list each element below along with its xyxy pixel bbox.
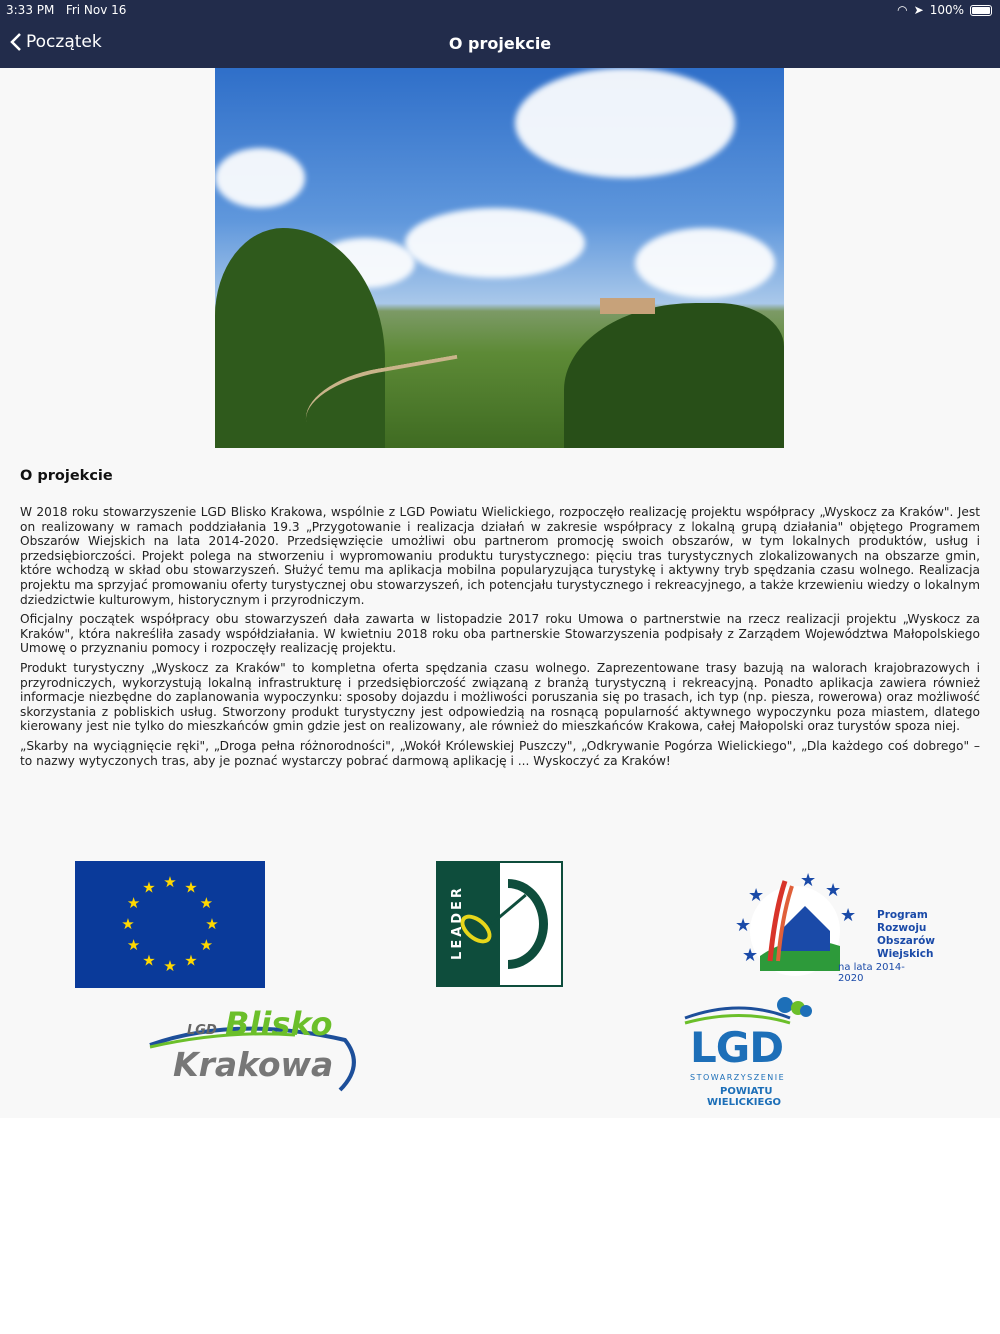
stowarzyszenie-text: STOWARZYSZENIE bbox=[690, 1073, 786, 1082]
time: 3:33 PM bbox=[6, 3, 55, 17]
page-title: O projekcie bbox=[448, 34, 552, 53]
krakowa-text: Krakowa bbox=[173, 1045, 334, 1084]
leader-logo bbox=[436, 861, 563, 987]
content bbox=[0, 68, 1000, 1118]
eu-star-icon: ★ bbox=[163, 873, 177, 891]
svg-text:★: ★ bbox=[840, 905, 857, 926]
lgd-powiatu-wielickiego-logo bbox=[680, 993, 815, 1113]
svg-text:★: ★ bbox=[742, 945, 759, 966]
prow-text: Obszarów bbox=[877, 935, 935, 947]
battery-icon bbox=[970, 5, 992, 16]
eu-star-icon: ★ bbox=[142, 878, 156, 897]
eu-star-icon: ★ bbox=[163, 957, 177, 975]
eu-star-icon: ★ bbox=[121, 915, 135, 933]
lgd-blisko-krakowa-logo bbox=[145, 1005, 360, 1095]
eu-star-icon: ★ bbox=[199, 894, 214, 912]
battery-percent: 100% bbox=[929, 3, 964, 17]
eu-flag-logo bbox=[75, 861, 265, 988]
paragraph: „Skarby na wyciągnięcie ręki", „Droga pełna różnorodności", „Wokół Królewskiej Puszczy", „Odkrywanie Pogórza Wielickiego", „Dla każdego coś dobrego" – to nazwy wytyczonych tras, aby je poznać wystarczy pobrać darmową aplikację i ... Wyskoczyć za Kraków! bbox=[20, 738, 980, 768]
eu-star-icon: ★ bbox=[126, 894, 141, 912]
prow-years: na lata 2014-2020 bbox=[838, 962, 905, 984]
leader-text: LEADER bbox=[449, 885, 465, 960]
eu-star-icon: ★ bbox=[184, 951, 198, 970]
eu-star-icon: ★ bbox=[142, 951, 156, 970]
prow-text: Program bbox=[877, 909, 928, 921]
back-label: Początek bbox=[26, 32, 102, 52]
prow-logo bbox=[730, 861, 935, 986]
landscape-photo bbox=[215, 68, 784, 448]
paragraph: Oficjalny początek współpracy obu stowarzyszeń dała zawarta w listopadzie 2017 roku Umowa o partnerstwie na rzecz realizacji projektu „Wyskocz za Kraków", która nakreśliła zasady współdziałania. W kwietniu 2018 roku oba partnerskie Stowarzyszenia podpisały z Zarządem Województwa Małopolskiego Umowę o przyznaniu pomocy i rozpoczęły realizację projektu. bbox=[20, 612, 980, 656]
prow-text: Wiejskich bbox=[877, 948, 934, 960]
eu-star-icon: ★ bbox=[126, 936, 141, 954]
svg-text:★: ★ bbox=[748, 885, 765, 906]
powiatu-text: POWIATU bbox=[720, 1086, 773, 1097]
status-icons bbox=[897, 3, 992, 17]
svg-text:★: ★ bbox=[800, 870, 817, 891]
paragraph: Produkt turystyczny „Wyskocz za Kraków" to kompletna oferta spędzania czasu wolnego. Zaprezentowane trasy bazują na walorach krajobrazowych i przyrodniczych, wykorzystują lokalną infrastrukturę i przedsiębiorczość związaną z branżą turystyczną i rekreacyjną. Ponadto aplikacja zawiera również informacje niezbędne do zaplanowania wypoczynku: sposoby dojazdu i możliwości poruszania się po trasach, ich typ (np. piesza, rowerowa) oraz możliwość skorzystania z pobliskich usług. Stworzony produkt turystyczny jest odpowiedzią na rosnącą popularność aktywnego wypoczynku poza miastem, dlatego kierowany jest nie tylko do mieszkańców gmin gdzie jest on realizowany, ale również do mieszkańców Krakowa, całej Małopolski oraz turystów spoza niej. bbox=[20, 660, 980, 734]
date: Fri Nov 16 bbox=[65, 3, 127, 17]
eu-star-icon: ★ bbox=[199, 936, 214, 954]
eu-star-icon: ★ bbox=[184, 878, 198, 897]
prow-text: Rozwoju bbox=[877, 922, 927, 934]
eu-star-icon: ★ bbox=[205, 915, 219, 933]
svg-text:★: ★ bbox=[735, 915, 752, 936]
paragraph: W 2018 roku stowarzyszenie LGD Blisko Krakowa, wspólnie z LGD Powiatu Wielickiego, rozpoczęło realizację projektu współpracy „Wyskocz za Kraków". Jest on realizowany w ramach poddziałania 19.3 „Przygotowanie i realizacja działań w zakresie współpracy z lokalną grupą działania" objętego Programem Obszarów Wiejskich na lata 2014-2020. Przedsięwzięcie umożliwi obu partnerom promocję swoich obszarów, w tym lokalnych produktów, usług i przedsiębiorczości. Projekt polega na stworzeniu i wypromowaniu produktu turystycznego: pięciu tras turystycznych zlokalizowanych na obszarze gmin, które wchodzą w skład obu stowarzyszeń. Służyć temu ma aplikacja mobilna popularyzująca turystykę i aktywny tryb spędzania czasu wolnego. Realizacja projektu ma sprzyjać promowaniu oferty turystycznej obu stowarzyszeń, ich potencjału turystycznego i rekreacyjnego, a także krzewieniu wiedzy o lokalnym dziedzictwie kulturowym, historycznym i przyrodniczym. bbox=[20, 505, 980, 607]
lgd-text: LGD bbox=[690, 1023, 784, 1072]
section-heading: O projekcie bbox=[20, 468, 113, 484]
lgd-text: LGD bbox=[187, 1023, 217, 1038]
section-body bbox=[20, 505, 980, 773]
nav-bar bbox=[0, 0, 1000, 68]
status-time bbox=[6, 3, 126, 17]
location-icon: ➤ bbox=[913, 3, 924, 17]
blisko-text: Blisko bbox=[225, 1005, 333, 1043]
svg-text:★: ★ bbox=[825, 880, 842, 901]
wielickiego-text: WIELICKIEGO bbox=[707, 1097, 782, 1108]
wifi-icon: ◠ bbox=[897, 3, 908, 17]
